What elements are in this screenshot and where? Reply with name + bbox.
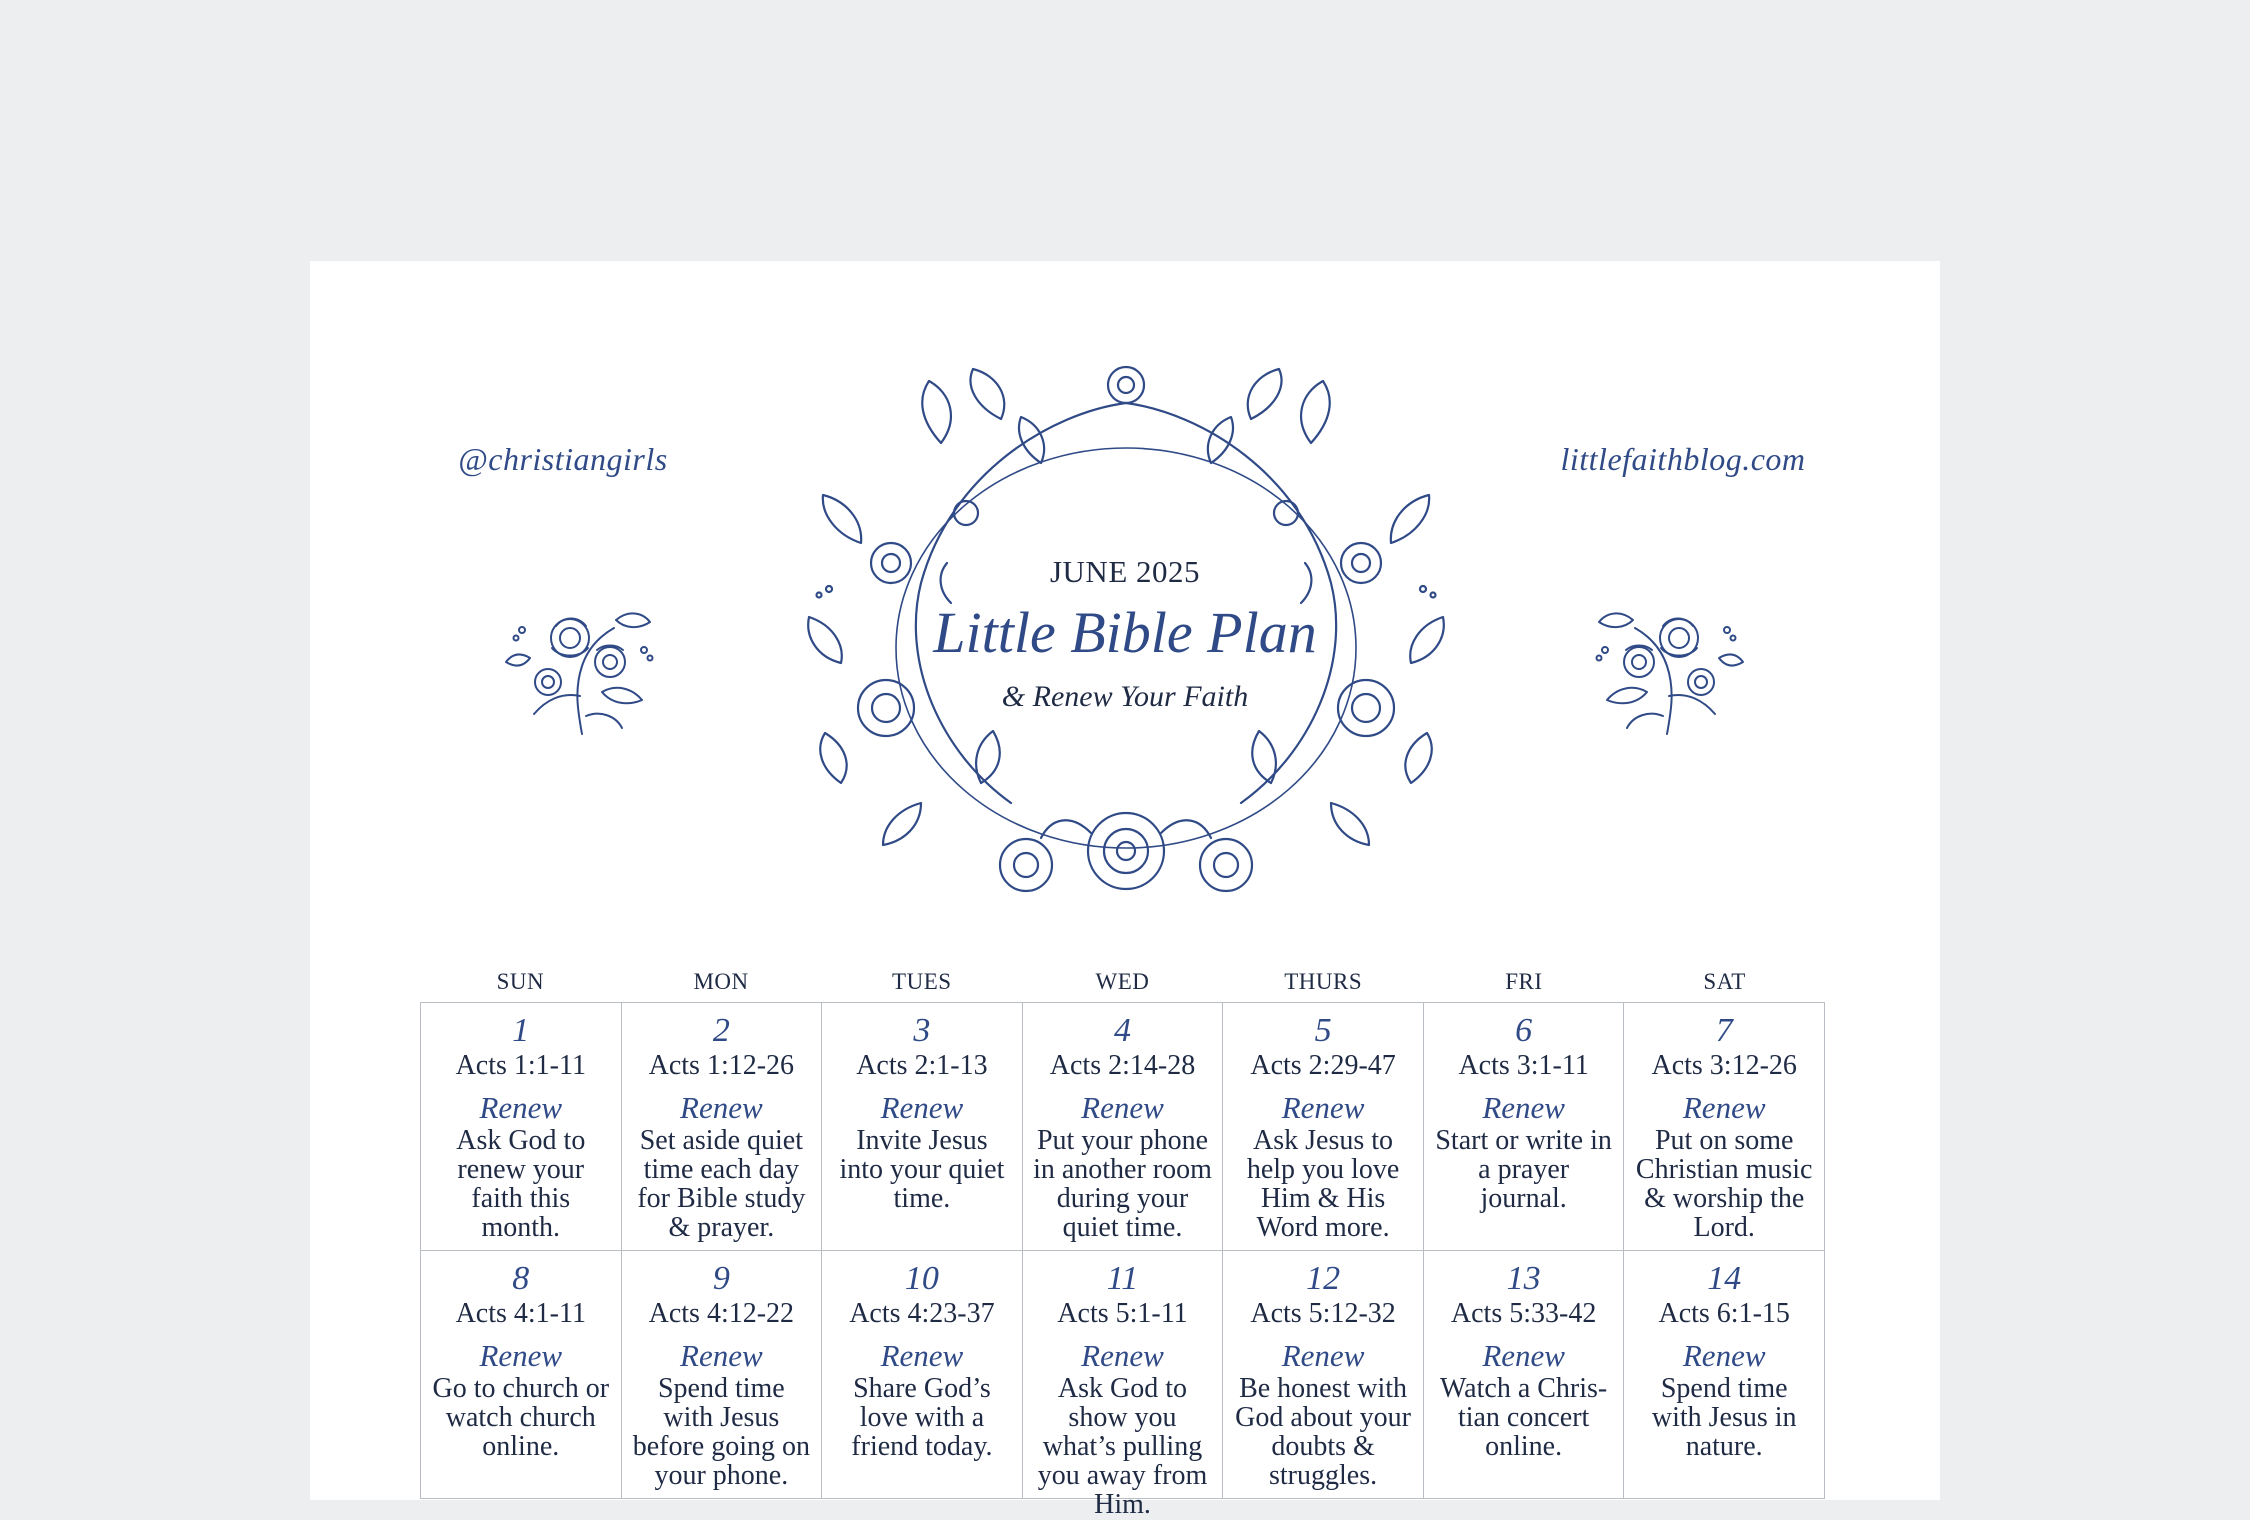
day-cell	[1624, 1251, 1825, 1499]
day-number: 7	[1715, 1012, 1733, 1049]
weekday-header-row	[420, 962, 1825, 1002]
weekday-thurs: THURS	[1284, 969, 1363, 994]
daily-task: Set aside quiet time each day for Bible study & prayer.	[637, 1124, 806, 1243]
website-link[interactable]: littlefaithblog.com	[1560, 441, 1806, 477]
calendar-title-block	[920, 554, 1330, 714]
day-number: 1	[512, 1012, 530, 1049]
day-number: 9	[712, 1260, 730, 1297]
daily-task: Invite Jesus into your quiet time.	[839, 1124, 1005, 1214]
day-cell	[1223, 1003, 1424, 1251]
weekday-sun: SUN	[496, 969, 545, 994]
scripture-reading: Acts 2:29-47	[1250, 1049, 1396, 1081]
day-number: 13	[1506, 1260, 1541, 1297]
daily-task: Share God’s love with a friend today.	[851, 1372, 993, 1462]
day-cell	[822, 1003, 1023, 1251]
calendar-grid	[420, 962, 1825, 1520]
scripture-reading: Acts 2:14-28	[1049, 1049, 1196, 1081]
scripture-reading: Acts 2:1-13	[856, 1049, 988, 1081]
day-cell	[1424, 1003, 1625, 1251]
page-title: Little Bible Plan	[933, 600, 1317, 665]
page-subtitle: & Renew Your Faith	[1001, 680, 1249, 713]
daily-task: Go to church or watch church online.	[432, 1372, 610, 1462]
daily-task: Ask God to show you what’s pulling you away from Him.	[1037, 1372, 1208, 1520]
renew-label: Renew	[1682, 1090, 1766, 1126]
daily-task: Spend time with Jesus in nature.	[1651, 1372, 1797, 1462]
scripture-reading: Acts 4:12-22	[648, 1297, 795, 1329]
scripture-reading: Acts 3:12-26	[1651, 1049, 1797, 1081]
weekday-fri: FRI	[1505, 969, 1543, 994]
day-cell	[622, 1003, 823, 1251]
day-number: 6	[1515, 1012, 1533, 1049]
renew-label: Renew	[880, 1090, 964, 1126]
renew-label: Renew	[1281, 1090, 1365, 1126]
day-number: 5	[1314, 1012, 1332, 1049]
daily-task: Start or write in a prayer journal.	[1435, 1124, 1612, 1214]
weekday-sat: SAT	[1703, 969, 1746, 994]
day-number: 8	[512, 1260, 530, 1297]
scripture-reading: Acts 4:23-37	[849, 1297, 995, 1329]
scripture-reading: Acts 6:1-15	[1658, 1297, 1790, 1329]
daily-task: Ask Jesus to help you love Him & His Word more.	[1246, 1124, 1400, 1243]
renew-label: Renew	[1682, 1338, 1766, 1374]
day-cell	[421, 1003, 622, 1251]
day-number: 4	[1113, 1012, 1131, 1049]
day-cell	[622, 1251, 823, 1499]
day-cell	[1023, 1251, 1224, 1520]
renew-label: Renew	[680, 1338, 763, 1374]
day-number: 14	[1707, 1260, 1742, 1297]
renew-label: Renew	[1281, 1338, 1365, 1374]
renew-label: Renew	[479, 1090, 563, 1126]
day-cell	[822, 1251, 1023, 1499]
scripture-reading: Acts 5:33-42	[1450, 1297, 1597, 1329]
weekday-mon: MON	[693, 969, 749, 994]
day-number: 12	[1306, 1260, 1341, 1297]
weekday-wed: WED	[1095, 969, 1150, 994]
renew-label: Renew	[880, 1338, 964, 1374]
renew-label: Renew	[1482, 1090, 1565, 1126]
scripture-reading: Acts 1:1-11	[455, 1049, 586, 1081]
calendar-sheet	[310, 261, 1940, 1520]
instagram-handle: @christiangirls	[458, 441, 668, 477]
scripture-reading: Acts 4:1-11	[455, 1297, 586, 1329]
scripture-reading: Acts 5:1-11	[1057, 1297, 1188, 1329]
scripture-reading: Acts 5:12-32	[1250, 1297, 1396, 1329]
month-label: JUNE 2025	[1049, 554, 1201, 589]
day-cell	[1424, 1251, 1625, 1499]
day-cells	[420, 1002, 1825, 1520]
day-number: 10	[904, 1260, 939, 1297]
day-cell	[1023, 1003, 1224, 1251]
day-number: 2	[712, 1012, 730, 1049]
day-cell	[1223, 1251, 1424, 1499]
weekday-tues: TUES	[892, 969, 952, 994]
day-number: 11	[1106, 1260, 1139, 1297]
renew-label: Renew	[1081, 1090, 1164, 1126]
daily-task: Put your phone in another room during your quiet time.	[1033, 1124, 1212, 1243]
renew-label: Renew	[479, 1338, 563, 1374]
daily-task: Put on some Christian music & worship the Lord.	[1635, 1124, 1813, 1243]
renew-label: Renew	[1482, 1338, 1565, 1374]
renew-label: Renew	[680, 1090, 763, 1126]
scripture-reading: Acts 3:1-11	[1458, 1049, 1589, 1081]
day-cell	[421, 1251, 622, 1499]
day-cell	[1624, 1003, 1825, 1251]
scripture-reading: Acts 1:12-26	[648, 1049, 795, 1081]
day-number: 3	[913, 1012, 931, 1049]
renew-label: Renew	[1081, 1338, 1164, 1374]
right-floral-illustration	[1585, 600, 1745, 740]
left-floral-illustration	[504, 600, 664, 740]
daily-task: Spend time with Jesus before going on your phone.	[632, 1372, 810, 1491]
daily-task: Be honest with God about your doubts & struggles.	[1235, 1372, 1411, 1491]
daily-task: Ask God to renew your faith this month.	[456, 1124, 586, 1243]
daily-task: Watch a Chris-tian concert online.	[1440, 1372, 1608, 1462]
